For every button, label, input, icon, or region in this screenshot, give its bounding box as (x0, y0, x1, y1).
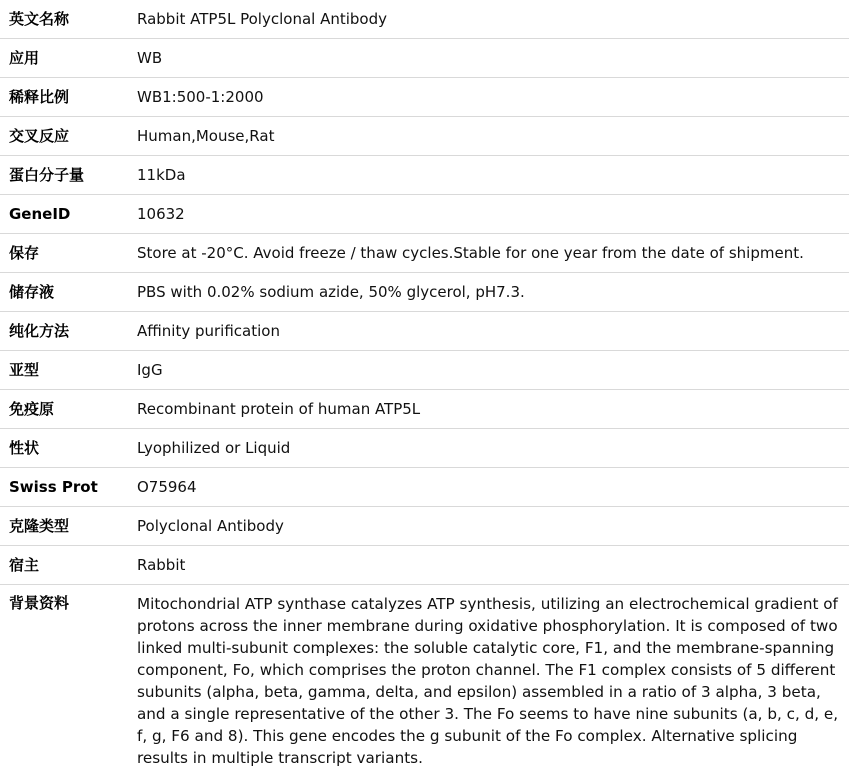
spec-value: PBS with 0.02% sodium azide, 50% glycerol, pH7.3. (137, 283, 525, 301)
spec-key: 免疫原 (9, 400, 55, 418)
spec-value: Affinity purification (137, 322, 280, 340)
spec-row-isotype (0, 351, 849, 390)
spec-key: 应用 (9, 49, 40, 67)
spec-value: Store at -20°C. Avoid freeze / thaw cycles.Stable for one year from the date of shipment. (137, 244, 804, 262)
spec-value: WB1:500-1:2000 (137, 88, 264, 106)
spec-value: O75964 (137, 478, 197, 496)
spec-row-molecular-weight (0, 156, 849, 195)
spec-row-storage (0, 234, 849, 273)
spec-key: 克隆类型 (9, 517, 70, 535)
spec-value: Rabbit ATP5L Polyclonal Antibody (137, 10, 387, 28)
spec-key: 交叉反应 (9, 127, 70, 145)
spec-key: GeneID (9, 205, 71, 223)
spec-key: 亚型 (9, 361, 40, 379)
spec-key: 背景资料 (9, 594, 70, 612)
spec-row-clonality (0, 507, 849, 546)
spec-value: Human,Mouse,Rat (137, 127, 275, 145)
spec-row-gene-id (0, 195, 849, 234)
spec-key: 蛋白分子量 (9, 166, 85, 184)
spec-row-buffer (0, 273, 849, 312)
spec-value: 11kDa (137, 166, 186, 184)
spec-row-reactivity (0, 117, 849, 156)
spec-key: 宿主 (9, 556, 40, 574)
spec-value: Lyophilized or Liquid (137, 439, 291, 457)
spec-key: 储存液 (9, 283, 55, 301)
spec-value: WB (137, 49, 163, 67)
spec-row-english-name (0, 0, 849, 39)
spec-value: Recombinant protein of human ATP5L (137, 400, 421, 418)
spec-row-form (0, 429, 849, 468)
spec-row-dilution (0, 78, 849, 117)
spec-value: 10632 (137, 205, 185, 223)
spec-value-background: Mitochondrial ATP synthase catalyzes ATP synthesis, utilizing an electrochemical gradient of protons across the inner membrane during oxidative phosphorylation. It is composed of two linked multi-subunit complexes: the soluble catalytic core, F1, and the membrane-spanning component, Fo, which comprises the proton channel. The F1 complex consists of 5 different subunits (alpha, beta, gamma, delta, and epsilon) assembled in a ratio of 3 alpha, 3 beta, and a single representative of the other 3. The Fo seems to have nine subunits (a, b, c, d, e, f, g, F6 and 8). This gene encodes the g subunit of the Fo complex. Alternative splicing results in multiple transcript variants. (137, 595, 839, 767)
spec-value: IgG (137, 361, 163, 379)
spec-row-background (0, 585, 849, 769)
spec-key: 稀释比例 (9, 88, 70, 106)
spec-row-host (0, 546, 849, 585)
spec-key: 纯化方法 (9, 322, 70, 340)
spec-key: Swiss Prot (9, 478, 98, 496)
spec-row-swiss-prot (0, 468, 849, 507)
spec-key: 保存 (9, 244, 40, 262)
spec-value: Polyclonal Antibody (137, 517, 284, 535)
spec-row-immunogen (0, 390, 849, 429)
spec-value: Rabbit (137, 556, 186, 574)
spec-row-application (0, 39, 849, 78)
spec-key: 英文名称 (9, 10, 70, 28)
spec-row-purification (0, 312, 849, 351)
spec-key: 性状 (9, 439, 40, 457)
